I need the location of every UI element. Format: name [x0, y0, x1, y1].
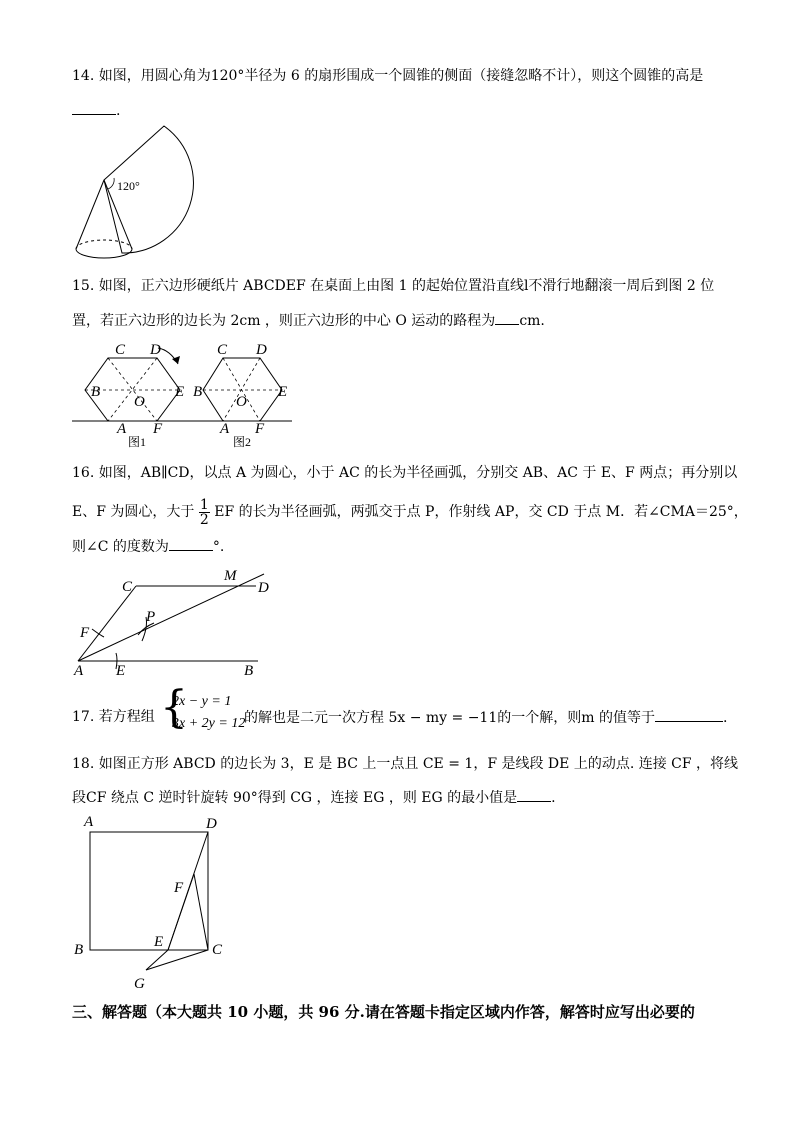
q14-period: . [116, 103, 121, 119]
q17-period: . [722, 710, 728, 726]
q17-text-middle [244, 707, 727, 728]
roll-arrow [158, 348, 178, 364]
svg-text:E: E [175, 384, 185, 400]
q17-prefix: 17. 若方程组 [72, 709, 155, 725]
svg-text:B: B [193, 384, 203, 400]
hexagon-2 [203, 358, 282, 421]
q16-text-c: 则∠C 的度数为 [72, 539, 169, 555]
fig2-caption: 图2 [233, 435, 252, 449]
q14-answer-blank[interactable] [72, 100, 116, 115]
svg-text:M: M [224, 568, 237, 584]
svg-text:C: C [115, 342, 126, 358]
q16-parallel-figure [70, 565, 280, 680]
svg-text:F: F [255, 421, 265, 437]
q14-angle-label: 120° [117, 179, 140, 193]
q18-period: . [551, 790, 556, 806]
q14-text-line2 [72, 100, 120, 121]
q15-text-line2 [72, 310, 545, 331]
q16-text-line3 [72, 536, 224, 557]
svg-text:E: E [116, 663, 126, 679]
q15-answer-blank[interactable] [495, 310, 519, 325]
q18-text-a: 段CF 绕点 C 逆时针旋转 90°得到 CG ，连接 EG ，则 EG 的最小值是 [72, 790, 518, 806]
svg-text:D: D [256, 342, 267, 358]
q16-text-a: E、F 为圆心，大于 [72, 504, 195, 520]
section-3-heading: 三、解答题（本大题共 10 小题，共 96 分.请在答题卡指定区域内作答，解答时应写出必要的 [72, 1003, 695, 1021]
q18-text-line1: 18. 如图正方形 ABCD 的边长为 3，E 是 BC 上一点且 CE = 1，F 是线段 DE 上的动点. 连接 CF ，将线 [72, 756, 739, 772]
svg-text:C: C [122, 579, 133, 595]
svg-text:D: D [150, 342, 161, 358]
q18-square-figure [70, 812, 240, 992]
svg-text:B: B [91, 384, 101, 400]
q17-eq2: 3x + 2y = 12 [172, 716, 246, 731]
svg-text:B: B [74, 942, 84, 958]
q16-text-line1: 16. 如图，AB∥CD，以点 A 为圆心，小于 AC 的长为半径画弧，分别交 AB、AC 于 E、F 两点；再分别以 [72, 465, 738, 481]
svg-text:A: A [220, 421, 230, 437]
svg-text:A: A [117, 421, 127, 437]
svg-text:F: F [174, 880, 184, 896]
svg-text:G: G [134, 976, 145, 992]
q16-answer-blank[interactable] [169, 536, 213, 551]
q16-degree: °. [212, 539, 225, 555]
brace-symbol: { [160, 682, 188, 733]
svg-text:O: O [134, 394, 145, 410]
svg-text:E: E [278, 384, 288, 400]
q15-hexagon-figure [70, 340, 300, 450]
q16-text-b: EF 的长为半径画弧，两弧交于点 P，作射线 AP，交 CD 于点 M．若∠CMA＝25°， [214, 504, 748, 520]
svg-text:E: E [154, 934, 164, 950]
svg-text:B: B [244, 663, 254, 679]
q18-answer-blank[interactable] [517, 787, 551, 802]
q17-eq1: 2x − y = 1 [172, 694, 232, 709]
q14-cone-figure [70, 122, 190, 262]
fraction-one-half: $\frac{1}{2}$ [199, 496, 209, 528]
svg-text:A: A [74, 663, 84, 679]
q17-middle: 的解也是二元一次方程 5x − my = −11的一个解，则m 的值等于 [244, 710, 655, 726]
q15-text-line1: 15. 如图，正六边形硬纸片 ABCDEF 在桌面上由图 1 的起始位置沿直线l不滑行地翻滚一周后到图 2 位 [72, 278, 715, 294]
q16-text-line2 [72, 496, 748, 528]
svg-text:F: F [80, 625, 90, 641]
q14-text-line1: 14. 如图，用圆心角为120°半径为 6 的扇形围成一个圆锥的侧面（接缝忽略不计），则这个圆锥的高是 [72, 68, 704, 84]
svg-text:O: O [236, 394, 247, 410]
q17-answer-blank[interactable] [655, 707, 723, 722]
svg-text:C: C [212, 942, 223, 958]
svg-text:C: C [217, 342, 228, 358]
svg-text:D: D [206, 816, 217, 832]
q15-unit: cm. [519, 313, 545, 329]
svg-text:D: D [258, 580, 269, 596]
fig1-caption: 图1 [128, 435, 147, 449]
q18-text-line2 [72, 787, 556, 808]
svg-text:A: A [84, 814, 94, 830]
q15-text-a: 置，若正六边形的边长为 2cm ，则正六边形的中心 O 运动的路程为 [72, 313, 496, 329]
svg-text:F: F [153, 421, 163, 437]
svg-text:P: P [146, 609, 156, 625]
